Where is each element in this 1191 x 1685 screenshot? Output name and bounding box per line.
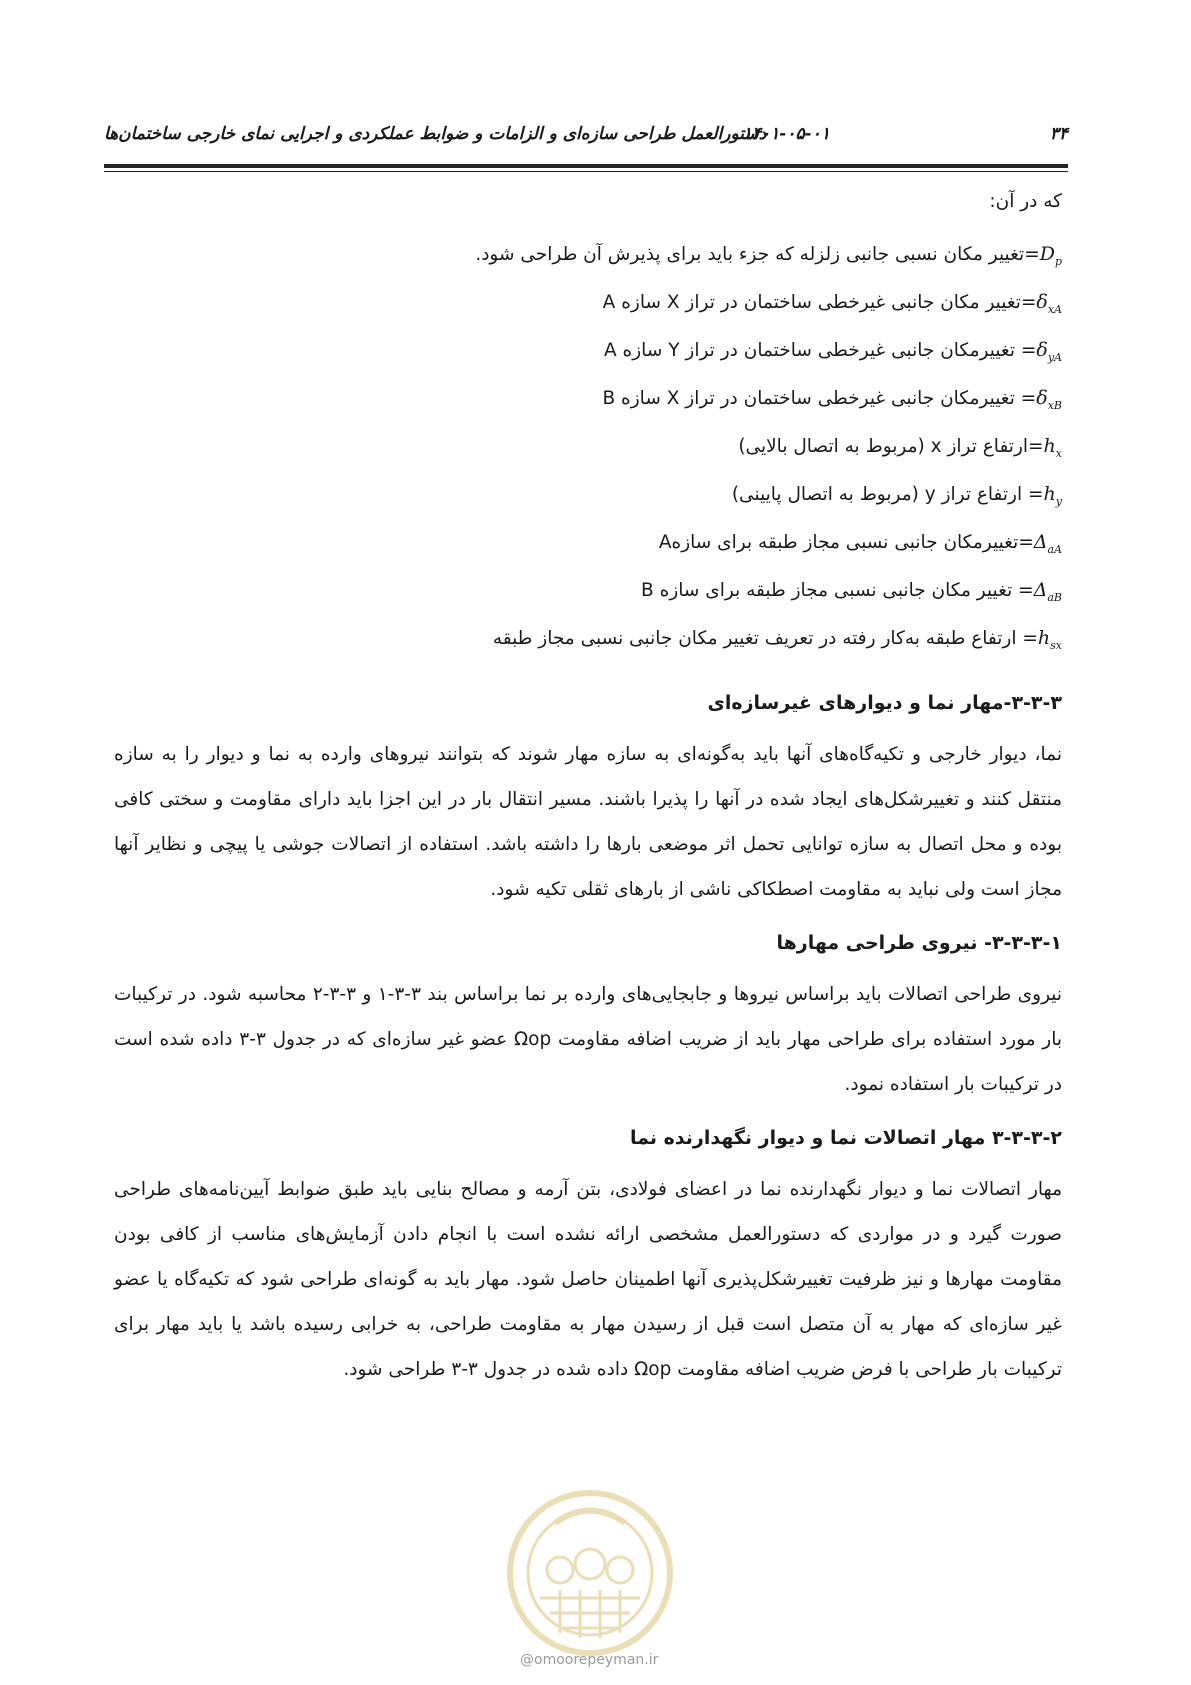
definition-symbol: $h_{sx}$ — [1037, 627, 1062, 652]
subsection-1-heading: ۳-۳-۳-۱- نیروی طراحی مهارها — [776, 932, 1062, 954]
subsection-1-paragraph: نیروی طراحی اتصالات باید براساس نیروها و جابجایی‌های وارده بر نما براساس بند ۳-۳-۱ و ۳-۳-۲ محاسبه شود. در ترکیبات بار مورد استفاده برای طراحی مهار باید از ضریب اضافه مقاومت Ωop عضو غیر سازه‌ای که در جدول ۳-۳ داده شده است در ترکیبات بار استفاده نمود. — [114, 984, 1063, 1095]
definition-text: = تغییر مکان جانبی نسبی مجاز طبقه برای سازه B — [641, 580, 1034, 601]
subsection-2-paragraph: مهار اتصالات نما و دیوار نگهدارنده نما در اعضای فولادی، بتن آرمه و مصالح بنایی باید طبق ضوابط آیین‌نامه‌های طراحی صورت گیرد و در مواردی که دستورالعمل مشخصی ارائه نشده است با انجام دادن آزمایش‌های مناسب از کافی بودن مقاومت مهارها و نیز ظرفیت تغییرشکل‌پذیری آنها اطمینان حاصل شود. مهار باید به گونه‌ای طراحی شود که تکیه‌گاه یا عضو غیر سازه‌ای که مهار به آن متصل است قبل از رسیدن مهار به مقاومت طراحی، به خرابی رسیده باشد یا باید مهار برای ترکیبات بار طراحی با فرض ضریب اضافه مقاومت Ωop داده شده در جدول ۳-۳ طراحی شود. — [114, 1179, 1062, 1380]
page-content — [114, 188, 1062, 1404]
definition-text: = تغییرمکان جانبی غیرخطی ساختمان در تراز Y سازه A — [604, 340, 1037, 361]
definition-text: =تغییر مکان جانبی غیرخطی ساختمان در تراز X سازه A — [602, 292, 1037, 313]
header-rule-thin — [104, 171, 1068, 172]
definition-symbol: $\delta_{yA}$ — [1036, 339, 1062, 364]
definition-text: = ارتفاع طبقه به‌کار رفته در تعریف تغییر مکان جانبی نسبی مجاز طبقه — [492, 628, 1038, 649]
header-title: دستورالعمل طراحی سازه‌ای و الزامات و ضوابط عملکردی و اجرایی نمای خارجی ساختمان‌ها — [104, 124, 767, 144]
watermark-seal-icon — [500, 1478, 680, 1668]
definition-text: =ارتفاع تراز x (مربوط به اتصال بالایی) — [738, 436, 1044, 457]
page-header — [104, 124, 1068, 154]
header-date: ۱۴۰۱-۰۵-۰۱ — [742, 124, 830, 144]
definition-item — [114, 432, 1062, 480]
definition-item — [114, 528, 1062, 576]
definition-text: =تغییر مکان نسبی جانبی زلزله که جزء باید برای پذیرش آن طراحی شود. — [475, 244, 1040, 265]
definition-item — [114, 624, 1062, 672]
definition-symbol: $\delta_{xB}$ — [1036, 387, 1062, 412]
definition-text: = ارتفاع تراز y (مربوط به اتصال پایینی) — [731, 484, 1044, 505]
definition-item — [114, 240, 1062, 288]
definition-item — [114, 336, 1062, 384]
definition-item — [114, 480, 1062, 528]
definition-item — [114, 384, 1062, 432]
header-rule-thick — [104, 164, 1068, 168]
definition-symbol: $\Delta_{aB}$ — [1033, 579, 1062, 604]
subsection-2-heading: ۳-۳-۳-۲ مهار اتصالات نما و دیوار نگهدارنده نما — [629, 1127, 1062, 1149]
definition-symbol: $h_y$ — [1043, 483, 1062, 508]
section-paragraph: نما، دیوار خارجی و تکیه‌گاه‌های آنها باید به‌گونه‌ای به سازه مهار شوند که بتوانند نیروهای وارده به نما و دیوار را به سازه منتقل کنند و تغییرشکل‌های ایجاد شده در آنها را پذیرا باشند. مسیر انتقال بار در این اجزا باید دارای مقاومت و سختی کافی بوده و محل اتصال به سازه توانایی تحمل اثر موضعی بارها را داشته باشد. استفاده از اتصالات جوشی یا پیچی و نظایر آنها مجاز است ولی نباید به مقاومت اصطکاکی ناشی از بارهای ثقلی تکیه شود. — [114, 744, 1062, 900]
definition-text: = تغییرمکان جانبی غیرخطی ساختمان در تراز X سازه B — [602, 388, 1037, 409]
definition-item — [114, 576, 1062, 624]
definition-symbol: $\delta_{xA}$ — [1036, 291, 1062, 316]
intro-line: که در آن: — [989, 191, 1062, 212]
section-heading: ۳-۳-۳-مهار نما و دیوارهای غیرسازه‌ای — [707, 692, 1062, 714]
definition-symbol: $\Delta_{aA}$ — [1033, 531, 1062, 556]
definition-symbol: $h_x$ — [1043, 435, 1062, 460]
page-number: ۳۴ — [1049, 124, 1068, 144]
definition-item — [114, 288, 1062, 336]
watermark-text: @omoorepeyman.ir — [520, 1652, 659, 1668]
definition-text: =تغییرمکان جانبی نسبی مجاز طبقه برای سازهA — [658, 532, 1034, 553]
definition-symbol: $D_p$ — [1039, 243, 1062, 268]
definitions-list — [114, 240, 1062, 672]
